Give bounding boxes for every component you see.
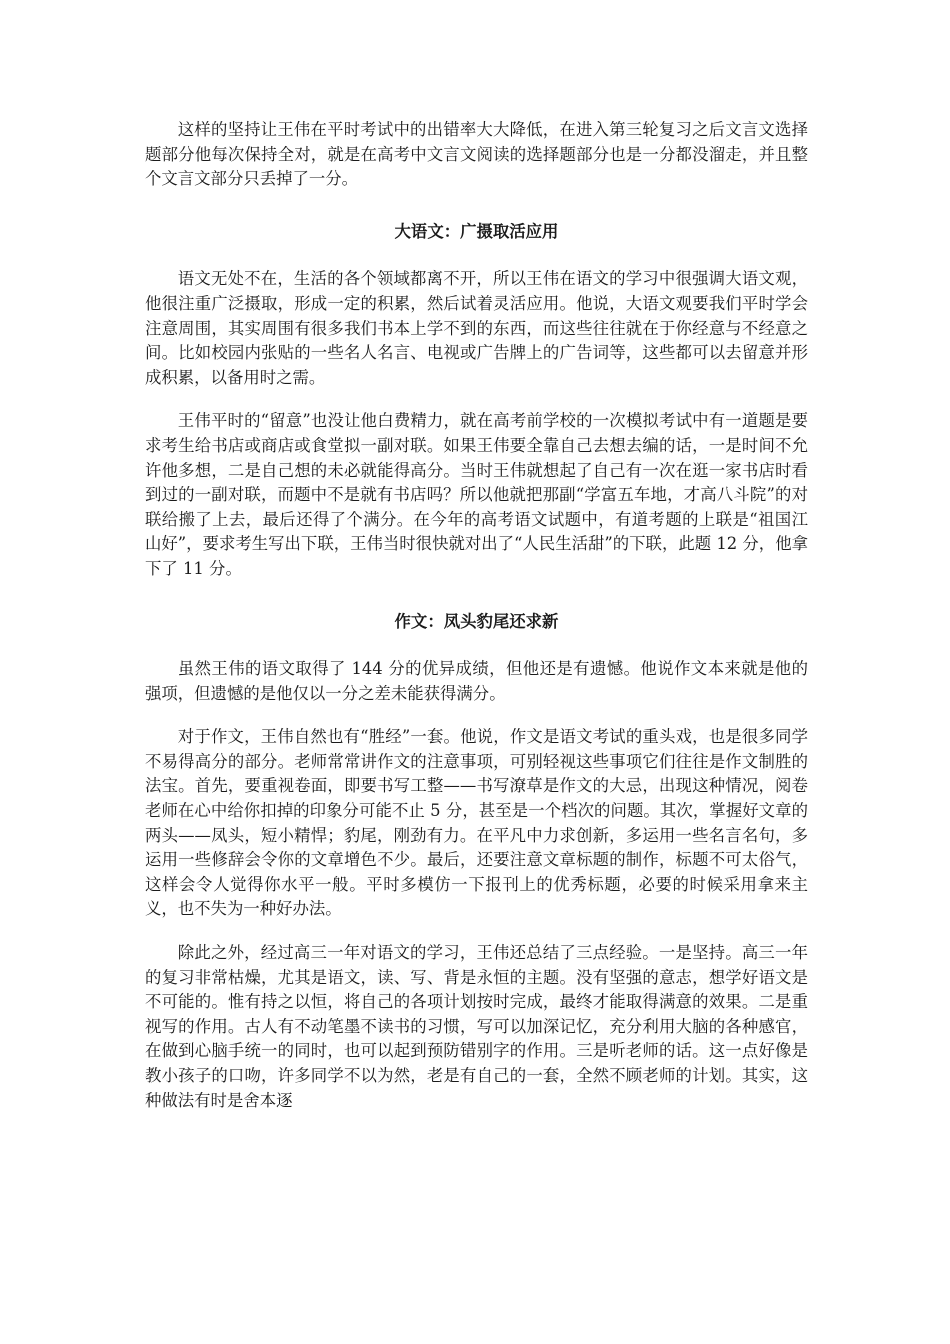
paragraph-composition-tips: 对于作文，王伟自然也有“胜经”一套。他说，作文是语文考试的重头戏，也是很多同学不易得高分的部分。老师常常讲作文的注意事项，可别轻视这些事项它们往往是作文制胜的法宝。首先，要重视卷面，即要书写工整——书写潦草是作文的大忌，出现这种情况，阅卷老师在心中给你扣掉的印象分可能不止 5 分，甚至是一个档次的问题。其次，掌握好文章的两头——凤头，短小精悍；豹尾，刚劲有力。在平凡中力求创新，多运用一些名言名句，多运用一些修辞会令你的文章增色不少。最后，还要注意文章标题的制作，标题不可太俗气，这样会令人觉得你水平一般。平时多模仿一下报刊上的优秀标题，必要的时候采用拿来主义，也不失为一种好办法。	[145, 727, 808, 919]
paragraph-three-experiences: 除此之外，经过高三一年对语文的学习，王伟还总结了三点经验。一是坚持。高三一年的复习非常枯燥，尤其是语文，读、写、背是永恒的主题。没有坚强的意志，想学好语文是不可能的。惟有持之以恒，将自己的各项计划按时完成，最终才能取得满意的效果。二是重视写的作用。古人有不动笔墨不读书的习惯，写可以加深记忆，充分利用大脑的各种感官，在做到心脑手统一的同时，也可以起到预防错别字的作用。三是听老师的话。这一点好像是教小孩子的口吻，许多同学不以为然，老是有自己的一套，全然不顾老师的计划。其实，这种做法有时是舍本逐	[145, 943, 808, 1110]
paragraph-big-chinese-view: 语文无处不在，生活的各个领域都离不开，所以王伟在语文的学习中很强调大语文观，他很注重广泛摄取，形成一定的积累，然后试着灵活应用。他说，大语文观要我们平时学会注意周围，其实周围有很多我们书本上学不到的东西，而这些往往就在于你经意与不经意之间。比如校园内张贴的一些名人名言、电视或广告牌上的广告词等，这些都可以去留意并形成积累，以备用时之需。	[145, 269, 808, 387]
paragraph-couplet-story: 王伟平时的“留意”也没让他白费精力，就在高考前学校的一次模拟考试中有一道题是要求考生给书店或商店或食堂拟一副对联。如果王伟要全靠自己去想去编的话，一是时间不允许他多想，二是自己想的未必就能得高分。当时王伟就想起了自己有一次在逛一家书店时看到过的一副对联，而题中不是就有书店吗？所以他就把那副“学富五车地，才高八斗院”的对联给搬了上去，最后还得了个满分。在今年的高考语文试题中，有道考题的上联是“祖国江山好”，要求考生写出下联，王伟当时很快就对出了“人民生活甜”的下联，此题 12 分，他拿下了 11 分。	[145, 411, 808, 578]
document-page	[145, 118, 808, 1113]
paragraph-classical-chinese-result: 这样的坚持让王伟在平时考试中的出错率大大降低，在进入第三轮复习之后文言文选择题部分他每次保持全对，就是在高考中文言文阅读的选择题部分也是一分都没溜走，并且整个文言文部分只丢掉了一分。	[145, 120, 808, 189]
paragraph-composition-regret: 虽然王伟的语文取得了 144 分的优异成绩，但他还是有遗憾。他说作文本来就是他的强项，但遗憾的是他仅以一分之差未能获得满分。	[145, 659, 808, 703]
section-heading-composition: 作文：凤头豹尾还求新	[394, 611, 559, 631]
section-heading-big-chinese: 大语文：广摄取活应用	[394, 221, 559, 241]
